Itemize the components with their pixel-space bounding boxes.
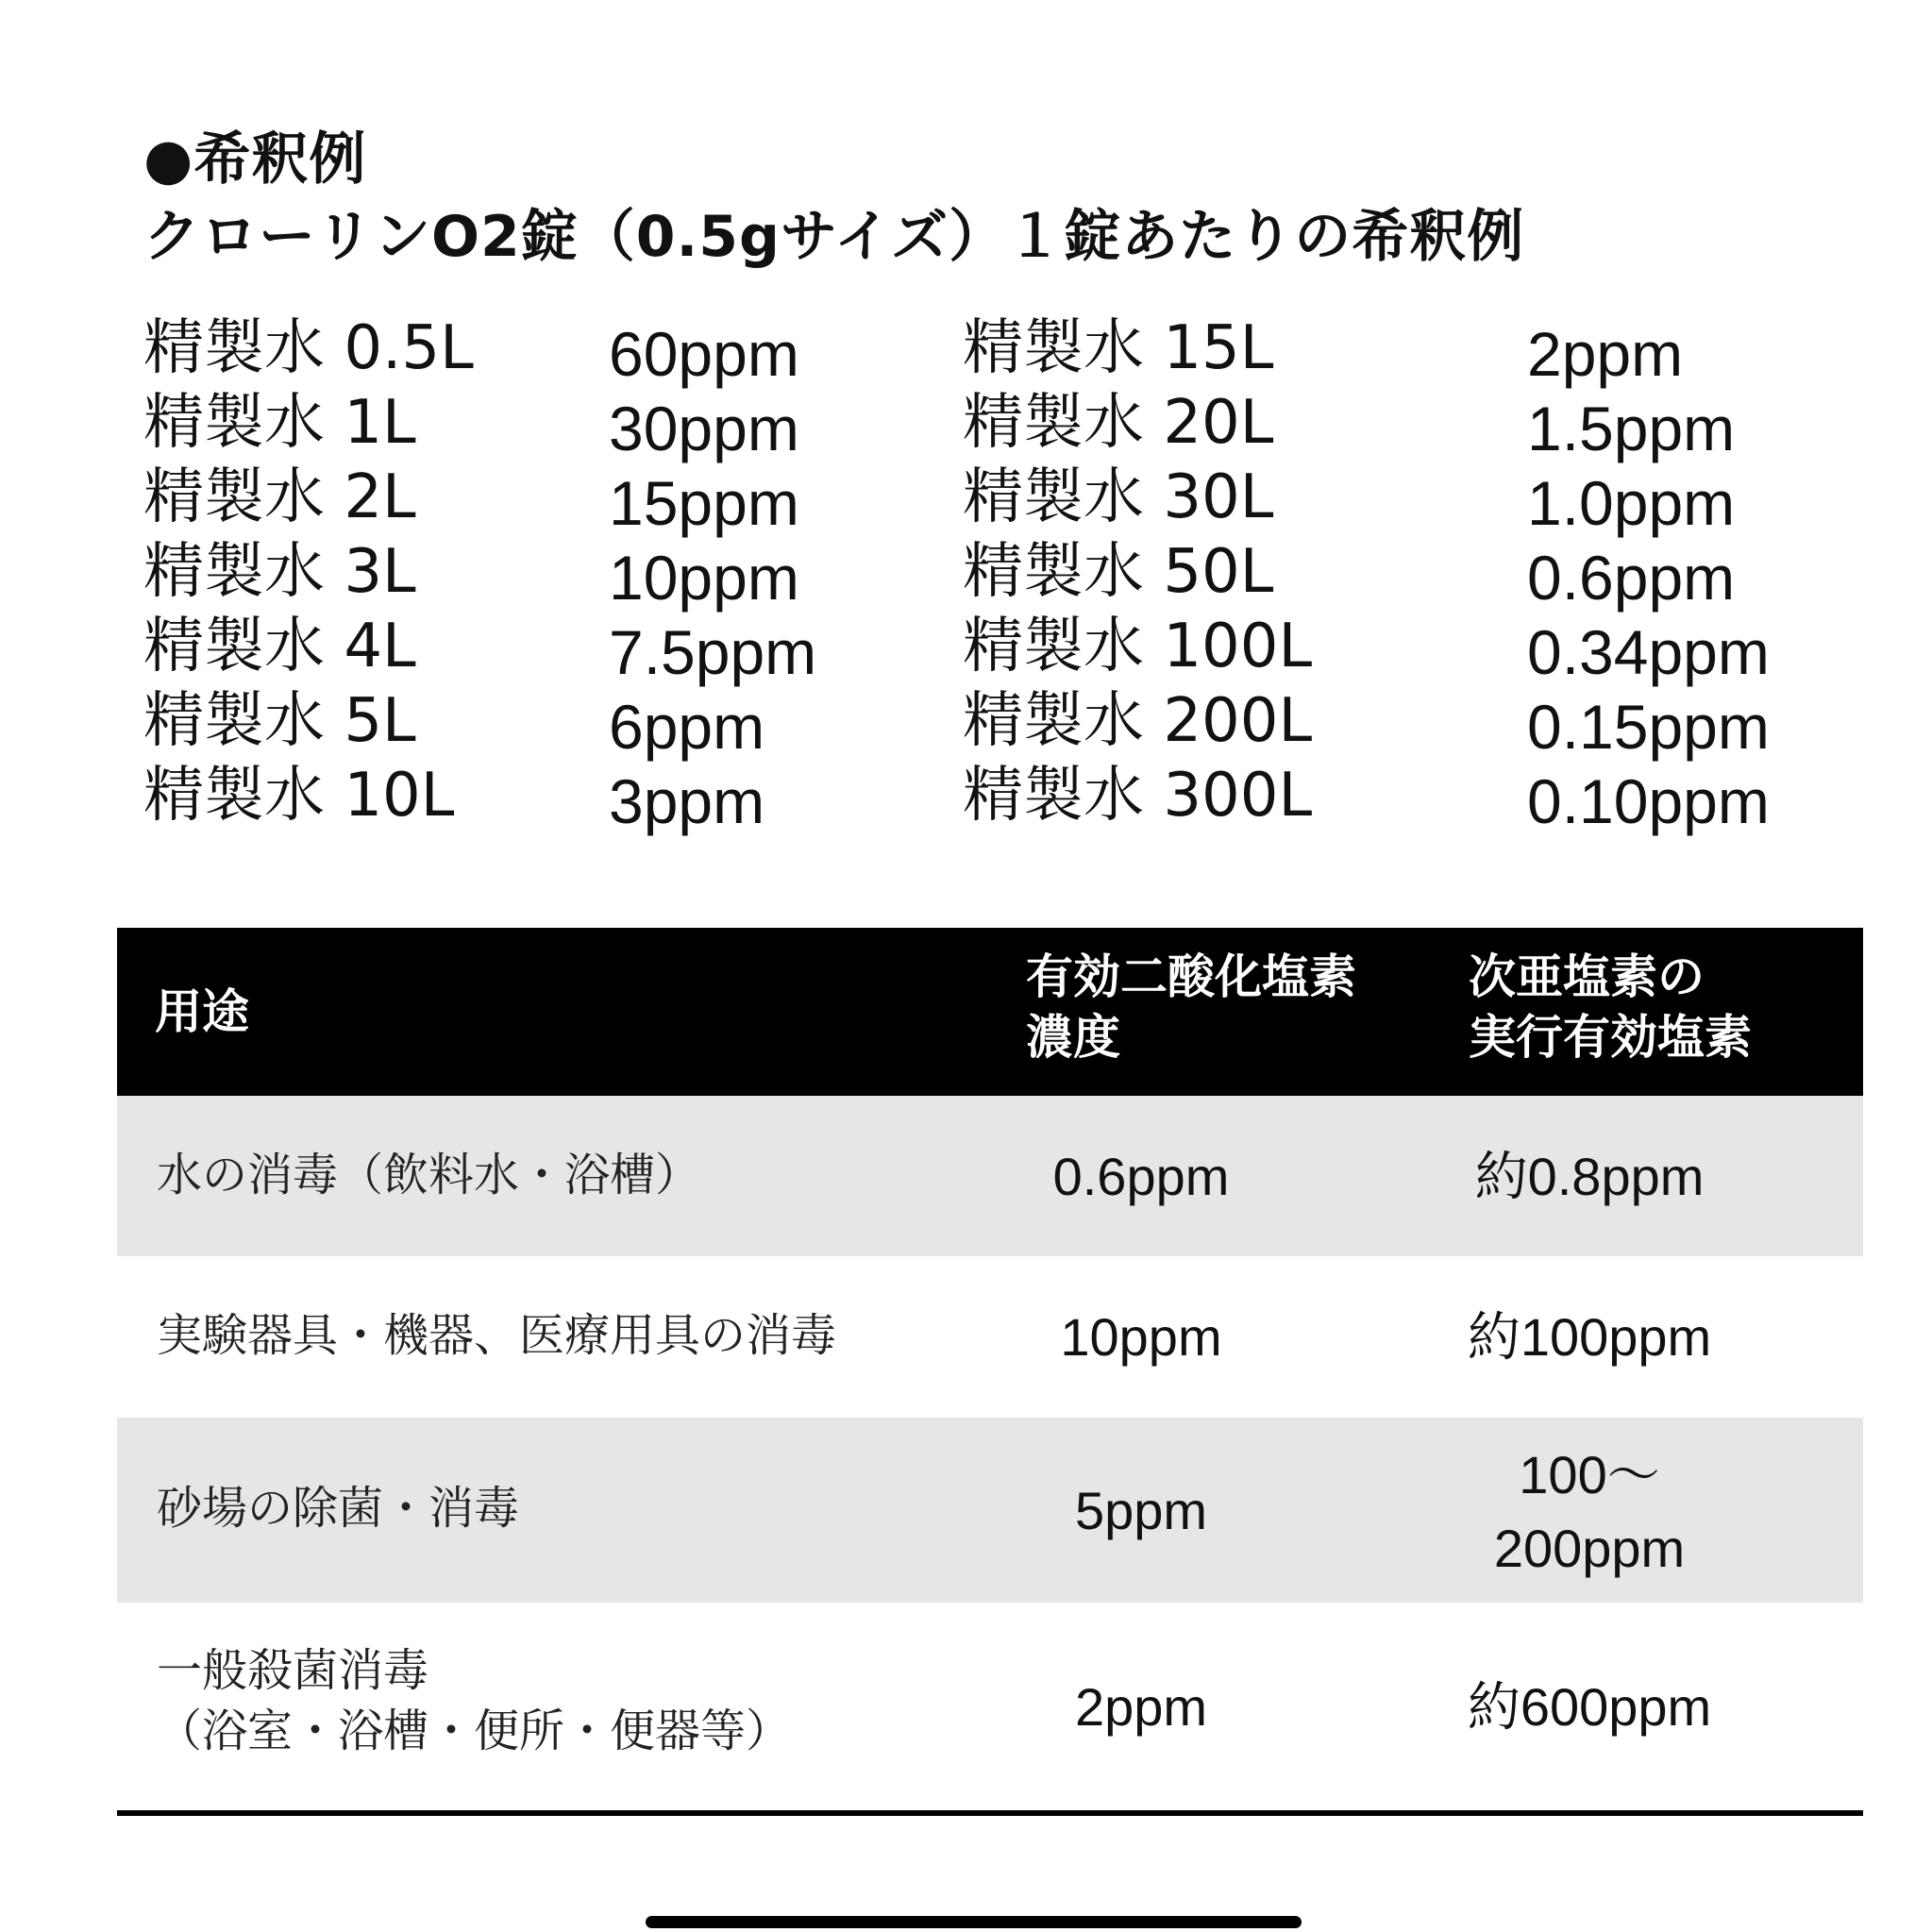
dilution-volume: 精製水 20L (963, 388, 1274, 458)
dilution-ppm: 10ppm (609, 543, 799, 613)
row-chlorine-dioxide: 2ppm (1074, 1677, 1208, 1737)
row-chlorine-dioxide: 10ppm (1060, 1307, 1222, 1367)
row-hypochlorite: 約0.8ppm (1474, 1147, 1705, 1206)
dilution-values-right (1527, 317, 1770, 839)
dilution-row (143, 759, 474, 833)
table-row (117, 1256, 1863, 1418)
dilution-volume: 精製水 5L (143, 686, 416, 756)
heading-title: ●希釈例 (143, 126, 367, 193)
dilution-volume: 精製水 10L (143, 761, 455, 831)
dilution-row (143, 386, 474, 461)
table-row (117, 1418, 1863, 1603)
row-use: 水の消毒（飲料水・浴槽） (157, 1149, 701, 1201)
dilution-ppm: 2ppm (1527, 319, 1684, 389)
page-heading (143, 121, 1524, 276)
dilution-ppm: 0.15ppm (1527, 692, 1770, 762)
header-hypochlorite: 次亜塩素の 実行有効塩素 (1469, 949, 1752, 1065)
dilution-list-left (143, 311, 474, 833)
row-chlorine-dioxide: 0.6ppm (1052, 1147, 1230, 1206)
dilution-volume: 精製水 3L (143, 537, 416, 607)
row-hypochlorite: 約600ppm (1467, 1677, 1712, 1737)
row-hypochlorite: 約100ppm (1467, 1307, 1712, 1367)
dilution-values-left (609, 317, 816, 839)
table-row (117, 1096, 1863, 1256)
header-chlorine-dioxide: 有効二酸化塩素 濃度 (1026, 949, 1356, 1065)
dilution-volume: 精製水 4L (143, 612, 416, 681)
dilution-row (143, 684, 474, 759)
dilution-volume: 精製水 200L (963, 686, 1313, 756)
table-bottom-rule (117, 1810, 1863, 1816)
dilution-ppm: 6ppm (609, 692, 765, 762)
row-chlorine-dioxide: 5ppm (1074, 1481, 1208, 1540)
dilution-row (143, 461, 474, 535)
dilution-volume: 精製水 300L (963, 761, 1313, 831)
dilution-ppm: 0.6ppm (1527, 543, 1736, 613)
dilution-ppm: 0.10ppm (1527, 766, 1770, 836)
dilution-volume: 精製水 100L (963, 612, 1313, 681)
dilution-row (143, 535, 474, 610)
row-use: 実験器具・機器、医療用具の消毒 (157, 1309, 837, 1362)
dilution-ppm: 1.5ppm (1527, 394, 1736, 463)
dilution-volume: 精製水 2L (143, 462, 416, 532)
dilution-ppm: 7.5ppm (609, 617, 817, 687)
row-use: 一般殺菌消毒 （浴室・浴槽・便所・便器等） (157, 1644, 792, 1757)
header-use: 用途 (155, 984, 249, 1039)
dilution-list-right (963, 311, 1312, 833)
row-hypochlorite: 100～ 200ppm (1493, 1445, 1686, 1578)
home-indicator[interactable] (646, 1916, 1302, 1928)
dilution-ppm: 60ppm (609, 319, 799, 389)
dilution-row (143, 610, 474, 684)
dilution-ppm: 3ppm (609, 766, 765, 836)
dilution-volume: 精製水 0.5L (143, 313, 474, 383)
dilution-ppm: 15ppm (609, 468, 799, 538)
dilution-ppm: 0.34ppm (1527, 617, 1770, 687)
dilution-volume: 精製水 15L (963, 313, 1274, 383)
dilution-volume: 精製水 1L (143, 388, 416, 458)
table-header (117, 928, 1863, 1096)
row-use: 砂場の除菌・消毒 (157, 1482, 520, 1535)
usage-table (117, 928, 1863, 1816)
table-row (117, 1603, 1863, 1816)
heading-subtitle: クローリンO2錠（0.5gサイズ）１錠あたりの希釈例 (143, 204, 1525, 270)
dilution-volume: 精製水 30L (963, 462, 1274, 532)
dilution-row (143, 311, 474, 386)
dilution-volume: 精製水 50L (963, 537, 1274, 607)
dilution-ppm: 1.0ppm (1527, 468, 1736, 538)
dilution-ppm: 30ppm (609, 394, 799, 463)
